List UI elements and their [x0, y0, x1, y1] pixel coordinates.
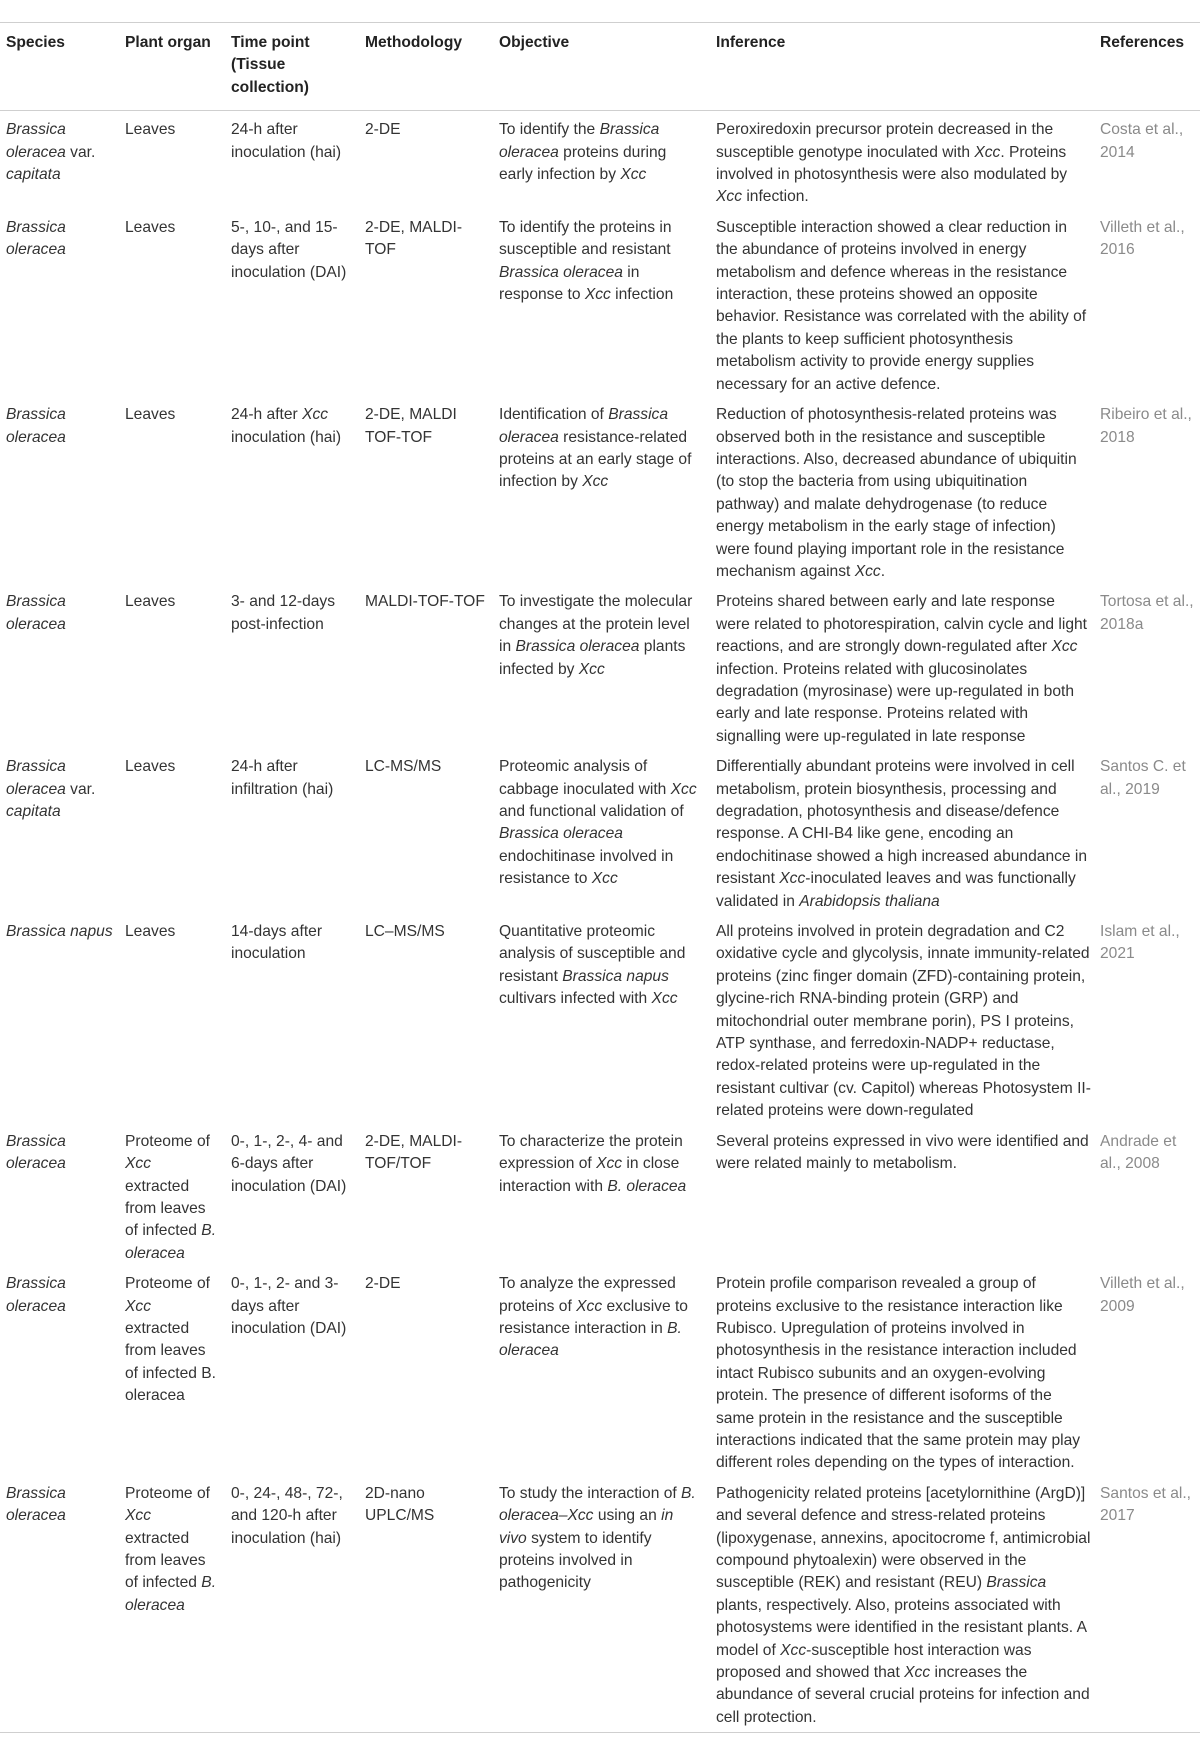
text: To study the interaction of	[499, 1484, 682, 1502]
text: To identify the	[499, 121, 600, 139]
cell-methodology	[359, 1123, 493, 1265]
text: cultivars infected with	[499, 990, 652, 1008]
text: Proteome of	[125, 1484, 210, 1502]
header-time-point: Time point (Tissue collection)	[231, 34, 310, 96]
cell-inference	[710, 1265, 1098, 1475]
cell-species	[0, 748, 119, 913]
text: 2-DE, MALDI-TOF	[365, 218, 463, 259]
cell-methodology	[359, 111, 493, 209]
text: Leaves	[125, 923, 176, 941]
italic-text: B. oleracea	[607, 1177, 687, 1195]
text: inoculation (hai)	[231, 428, 342, 446]
cell-time-point	[225, 748, 359, 913]
text: Quantitative proteomic analysis of susceptible and resistant	[499, 923, 686, 985]
cell-reference	[1098, 209, 1200, 396]
text: 2-DE	[365, 121, 401, 139]
text: 2-DE, MALDI TOF-TOF	[365, 406, 457, 446]
text: Pathogenicity related proteins [acetylornithine (ArgD)] and several defence and stress-related proteins (lipoxygenase, annexins, apocitocrome f, antimicrobial compound phytoalexin) were observed in the susceptible (REK) and resistant (REU)	[716, 1484, 1091, 1592]
cell-methodology	[359, 209, 493, 396]
cell-reference	[1098, 396, 1200, 583]
text: All proteins involved in protein degradation and C2 oxidative cycle and glycolysis, innate immunity-related proteins (zinc finger domain (ZFD)-containing protein, glycine-rich RNA-binding protein (GRP) and mitochondrial outer membrane porin), PS I proteins, ATP synthase, and ferredoxin-NADP+ reductase, redox-related proteins were up-regulated in the resistant cultivar (cv. Capitol) whereas Photosystem II-related proteins were down-regulated	[716, 923, 1091, 1120]
text: .	[880, 562, 886, 580]
cell-time-point	[225, 1123, 359, 1265]
italic-text: Xcc	[596, 1155, 623, 1173]
cell-inference	[710, 583, 1098, 748]
italic-text: Xcc	[591, 870, 618, 888]
italic-text: Xcc	[716, 188, 742, 206]
cell-objective	[493, 1475, 710, 1733]
text: Costa et al., 2014	[1100, 121, 1184, 161]
table-row	[0, 748, 1200, 913]
cell-time-point	[225, 913, 359, 1123]
italic-text: Xcc	[620, 166, 647, 184]
cell-objective	[493, 396, 710, 583]
text: infection. Proteins related with glucosinolates degradation (myrosinase) were up-regulated in both early and late response. Proteins related with signalling were up-regulated in late response	[716, 660, 1074, 745]
table-header-row	[0, 23, 1200, 111]
header-plant-organ: Plant organ	[125, 34, 211, 51]
italic-text: Xcc	[670, 780, 697, 798]
text: Islam et al., 2021	[1100, 923, 1180, 963]
italic-text: Brassica napus	[6, 923, 113, 941]
text: Identification of	[499, 406, 609, 424]
italic-text: Brassica oleracea	[6, 1275, 66, 1315]
text: 24-h after infiltration (hai)	[231, 758, 334, 798]
italic-text: Brassica	[986, 1574, 1047, 1592]
italic-text: capitata	[6, 166, 61, 184]
italic-text: Xcc	[302, 406, 329, 424]
italic-text: in vivo	[499, 1507, 674, 1547]
cell-species	[0, 111, 119, 209]
text: 3- and 12-days post-infection	[231, 593, 336, 633]
text: extracted from leaves of infected	[125, 1177, 206, 1240]
italic-text: B. oleracea	[125, 1574, 217, 1614]
italic-text: Xcc	[125, 1155, 151, 1173]
cell-methodology	[359, 396, 493, 583]
text: 24-h after inoculation (hai)	[231, 121, 342, 161]
text: LC–MS/MS	[365, 923, 445, 941]
cell-reference	[1098, 1475, 1200, 1733]
cell-species	[0, 1265, 119, 1475]
cell-objective	[493, 748, 710, 913]
italic-text: Brassica oleracea	[6, 218, 66, 259]
cell-reference	[1098, 1123, 1200, 1265]
text: infection.	[742, 188, 809, 206]
italic-text: Brassica oleracea	[499, 121, 660, 161]
text: Villeth et al., 2009	[1100, 1275, 1185, 1315]
cell-objective	[493, 1265, 710, 1475]
italic-text: Brassica oleracea	[6, 1484, 66, 1525]
text: Andrade et al., 2008	[1100, 1132, 1177, 1173]
table-row	[0, 111, 1200, 209]
text: 0-, 1-, 2- and 3-days after inoculation (DAI)	[231, 1275, 347, 1337]
text: var.	[65, 780, 96, 798]
text: 14-days after inoculation	[231, 923, 323, 963]
cell-inference	[710, 913, 1098, 1123]
italic-text: Brassica oleracea	[6, 121, 66, 161]
text: 24-h after	[231, 406, 303, 424]
cell-methodology	[359, 1265, 493, 1475]
cell-species	[0, 913, 119, 1123]
cell-reference	[1098, 1265, 1200, 1475]
italic-text: Xcc	[584, 286, 611, 304]
text: Leaves	[125, 758, 176, 776]
cell-inference	[710, 1123, 1098, 1265]
text: MALDI-TOF-TOF	[365, 593, 485, 611]
cell-time-point	[225, 209, 359, 396]
text: Reduction of photosynthesis-related proteins was observed both in the resistance and susceptible interactions. Also, decreased abundance of ubiquitin (to stop the bacteria from using ubiquitination pathway) and malate dehydrogenase (to reduce energy metabolism in the early stage of infection) were found playing important role in the resistance mechanism against	[716, 406, 1077, 580]
cell-inference	[710, 209, 1098, 396]
cell-time-point	[225, 1475, 359, 1733]
italic-text: Xcc	[578, 660, 605, 678]
cell-plant-organ	[119, 1475, 225, 1733]
cell-species	[0, 1123, 119, 1265]
text: Proteins shared between early and late response were related to photorespiration, calvin cycle and light reactions, and are strongly down-regulated after	[716, 593, 1087, 656]
cell-inference	[710, 748, 1098, 913]
text: var.	[65, 143, 96, 161]
text: increases the abundance of several crucial proteins for infection and cell protection.	[716, 1664, 1090, 1726]
cell-plant-organ	[119, 583, 225, 748]
cell-reference	[1098, 583, 1200, 748]
text: plants infected by	[499, 638, 686, 678]
cell-reference	[1098, 748, 1200, 913]
cell-plant-organ	[119, 1123, 225, 1265]
cell-plant-organ	[119, 1265, 225, 1475]
italic-text: B. oleracea–Xcc	[499, 1484, 696, 1525]
cell-time-point	[225, 111, 359, 209]
italic-text: Brassica oleracea	[499, 406, 669, 446]
table-row	[0, 913, 1200, 1123]
text: -susceptible host interaction was proposed and showed that	[716, 1641, 1032, 1682]
text: To investigate the molecular changes at the protein level in	[499, 593, 693, 656]
text: Protein profile comparison revealed a group of proteins exclusive to the resistance interaction like Rubisco. Upregulation of proteins involved in photosynthesis in the resistance interaction included intact Rubisco subunits and an oxygen-evolving protein. The presence of different isoforms of the same protein in the resistance and the susceptible interactions indicated that the same protein may play different roles depending on the types of interaction.	[716, 1275, 1081, 1472]
text: -inoculated leaves and was functionally validated in	[716, 870, 1076, 910]
cell-inference	[710, 111, 1098, 209]
cell-objective	[493, 209, 710, 396]
text: Peroxiredoxin precursor protein decreased in the susceptible genotype inoculated with	[716, 121, 1054, 161]
text: To identify the proteins in susceptible and resistant	[499, 218, 672, 259]
table-row	[0, 1475, 1200, 1733]
cell-methodology	[359, 583, 493, 748]
italic-text: Xcc	[779, 870, 806, 888]
text: Differentially abundant proteins were involved in cell metabolism, protein biosynthesis, processing and degradation, photosynthesis and disease/defence response. A CHI-B4 like gene, encoding an endochitinase showed a high increased abundance in resistant	[716, 758, 1088, 888]
cell-species	[0, 1475, 119, 1733]
text: in close interaction with	[499, 1155, 680, 1195]
italic-text: Xcc	[974, 143, 1001, 161]
italic-text: Xcc	[125, 1507, 151, 1525]
text: Santos C. et al., 2019	[1100, 758, 1186, 798]
cell-plant-organ	[119, 913, 225, 1123]
table-row	[0, 1123, 1200, 1265]
text: Proteome of	[125, 1132, 210, 1150]
cell-plant-organ	[119, 209, 225, 396]
cell-plant-organ	[119, 111, 225, 209]
text: 2-DE	[365, 1275, 401, 1293]
header-methodology: Methodology	[365, 34, 463, 51]
text: To characterize the protein expression of	[499, 1132, 683, 1173]
header-species: Species	[6, 34, 65, 51]
italic-text: Xcc	[582, 473, 609, 491]
italic-text: Brassica oleracea	[6, 758, 66, 798]
italic-text: Xcc	[780, 1641, 807, 1659]
header-objective: Objective	[499, 34, 570, 51]
header-references: References	[1100, 34, 1185, 51]
text: infection	[610, 286, 674, 304]
table-body	[0, 111, 1200, 1733]
text: Proteomic analysis of cabbage inoculated with	[499, 758, 671, 798]
text: using an	[593, 1507, 662, 1525]
text: Leaves	[125, 218, 176, 236]
table-row	[0, 1265, 1200, 1475]
text: resistance-related proteins at an early stage of infection by	[499, 428, 692, 491]
italic-text: Brassica oleracea	[6, 1132, 66, 1173]
cell-species	[0, 209, 119, 396]
cell-reference	[1098, 913, 1200, 1123]
cell-plant-organ	[119, 396, 225, 583]
table-row	[0, 583, 1200, 748]
cell-objective	[493, 111, 710, 209]
italic-text: Brassica oleracea	[6, 406, 66, 446]
text: plants, respectively. Also, proteins associated with photosystems were identified in the resistant plants. A model of	[716, 1596, 1087, 1659]
text: Villeth et al., 2016	[1100, 218, 1185, 259]
text: extracted from leaves of infected B. oleracea	[125, 1319, 217, 1405]
cell-objective	[493, 913, 710, 1123]
italic-text: Brassica oleracea	[6, 593, 66, 633]
text: Leaves	[125, 121, 176, 139]
italic-text: Xcc	[854, 562, 881, 580]
text: Leaves	[125, 406, 176, 424]
text: To analyze the expressed proteins of	[499, 1275, 676, 1315]
header-inference: Inference	[716, 34, 786, 51]
cell-methodology	[359, 1475, 493, 1733]
text: Leaves	[125, 593, 176, 611]
italic-text: Arabidopsis thaliana	[799, 892, 940, 910]
cell-species	[0, 583, 119, 748]
text: 2D-nano UPLC/MS	[365, 1484, 435, 1525]
cell-time-point	[225, 583, 359, 748]
cell-methodology	[359, 748, 493, 913]
cell-methodology	[359, 913, 493, 1123]
text: exclusive to resistance interaction in	[499, 1297, 688, 1337]
italic-text: Xcc	[1051, 638, 1078, 656]
text: Proteome of	[125, 1275, 210, 1293]
table-row	[0, 396, 1200, 583]
cell-inference	[710, 1475, 1098, 1733]
italic-text: Xcc	[125, 1297, 151, 1315]
italic-text: B. oleracea	[499, 1319, 682, 1360]
text: and functional validation of	[499, 803, 684, 820]
italic-text: Xcc	[651, 990, 678, 1008]
italic-text: Brassica oleracea	[499, 263, 623, 281]
italic-text: Brassica oleracea	[499, 825, 623, 843]
text: . Proteins involved in photosynthesis were also modulated by	[716, 143, 1068, 184]
text: Tortosa et al., 2018a	[1100, 593, 1194, 633]
italic-text: Xcc	[576, 1297, 603, 1315]
cell-objective	[493, 583, 710, 748]
text: 2-DE, MALDI-TOF/TOF	[365, 1132, 463, 1173]
text: in response to	[499, 263, 640, 304]
text: Susceptible interaction showed a clear reduction in the abundance of proteins involved in energy metabolism and defence whereas in the resistance interaction, these proteins showed an opposite behavior. Resistance was correlated with the ability of the plants to keep sufficient photosynthesis metabolism activity to provide energy supplies necessary for an active defence.	[716, 218, 1087, 393]
text: LC-MS/MS	[365, 758, 442, 776]
cell-time-point	[225, 1265, 359, 1475]
text: extracted from leaves of infected	[125, 1529, 206, 1592]
text: 0-, 24-, 48-, 72-, and 120-h after inoculation (hai)	[231, 1484, 343, 1547]
cell-plant-organ	[119, 748, 225, 913]
cell-time-point	[225, 396, 359, 583]
table-row	[0, 209, 1200, 396]
italic-text: Xcc	[904, 1664, 931, 1682]
italic-text: Brassica napus	[562, 967, 669, 985]
text: Several proteins expressed in vivo were identified and were related mainly to metabolism.	[716, 1132, 1089, 1173]
text: proteins during early infection by	[499, 143, 667, 184]
cell-inference	[710, 396, 1098, 583]
text: endochitinase involved in resistance to	[499, 847, 674, 888]
cell-species	[0, 396, 119, 583]
text: Santos et al., 2017	[1100, 1484, 1192, 1525]
cell-reference	[1098, 111, 1200, 209]
text: 5-, 10-, and 15- days after inoculation (DAI)	[231, 218, 347, 281]
proteomics-table	[0, 22, 1200, 1733]
italic-text: capitata	[6, 803, 61, 820]
italic-text: B. oleracea	[125, 1222, 217, 1262]
text: system to identify proteins involved in pathogenicity	[499, 1529, 652, 1592]
italic-text: Brassica oleracea	[515, 638, 640, 656]
cell-objective	[493, 1123, 710, 1265]
text: 0-, 1-, 2-, 4- and 6-days after inoculation (DAI)	[231, 1132, 347, 1195]
text: Ribeiro et al., 2018	[1100, 406, 1192, 446]
